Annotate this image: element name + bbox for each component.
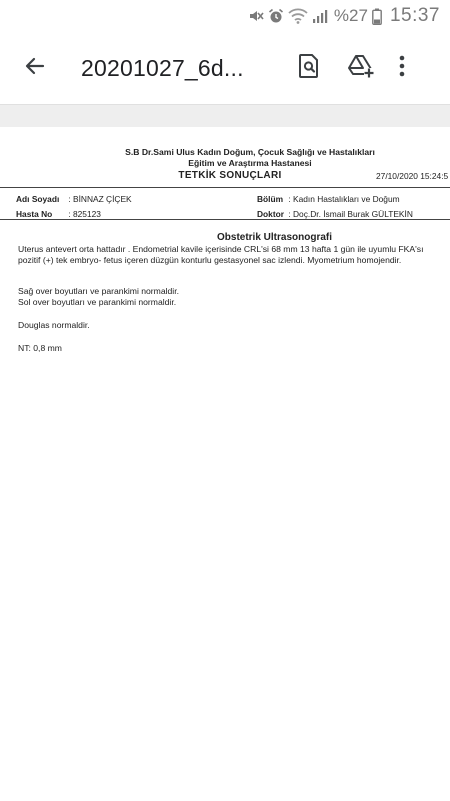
app-bar (0, 32, 450, 104)
mute-icon (248, 8, 264, 24)
arrow-back-icon (23, 54, 47, 83)
divider (0, 219, 450, 220)
back-button[interactable] (11, 44, 59, 92)
hospital-subtitle: Eğitim ve Araştırma Hastanesi (188, 158, 312, 168)
report-date: 27/10/2020 15:24:5 (376, 171, 449, 181)
battery-icon (372, 8, 382, 25)
patient-no-field (16, 209, 101, 219)
divider (0, 187, 450, 188)
status-bar (0, 0, 450, 32)
alarm-icon (268, 8, 284, 24)
patient-name-label: Adı Soyadı (16, 194, 60, 204)
document-title: 20201027_6d... (81, 54, 244, 81)
signal-icon (312, 8, 328, 24)
doctor-label: Doktor (257, 209, 284, 219)
more-options-button[interactable] (387, 44, 417, 92)
department-value: : Kadın Hastalıkları ve Doğum (288, 194, 400, 204)
section-title: Obstetrik Ultrasonografi (217, 232, 333, 243)
department-label: Bölüm (257, 194, 284, 204)
patient-name-value: : BİNNAZ ÇİÇEK (68, 194, 132, 204)
find-in-document-button[interactable] (285, 44, 333, 92)
right-ovary-finding: Sağ over boyutları ve parankimi normaldir. (18, 286, 179, 296)
patient-no-value: : 825123 (68, 209, 101, 219)
left-ovary-finding: Sol over boyutları ve parankimi normaldir. (18, 297, 177, 307)
clock: 15:37 (389, 5, 440, 26)
doctor-value: : Doç.Dr. İsmail Burak GÜLTEKİN (288, 209, 413, 219)
add-to-drive-button[interactable] (337, 44, 385, 92)
findings-paragraph: Uterus antevert orta hattadır . Endometrial kavile içerisinde CRL'si 68 mm 13 hafta 1 gün ile uyumlu FKA'sı pozitif (+) tek embryo- fetus içeren düzgün konturlu gestasyonel sac izlendi. Myometrium homojendir. (18, 244, 424, 265)
patient-no-label: Hasta No (16, 209, 53, 219)
hospital-name: S.B Dr.Sami Ulus Kadın Doğum, Çocuk Sağlığı ve Hastalıkları (125, 147, 375, 157)
wifi-icon (288, 8, 308, 24)
document-viewer[interactable] (0, 104, 450, 800)
more-vert-icon (399, 55, 405, 82)
doctor-field (257, 209, 413, 219)
report-title: TETKİK SONUÇLARI (178, 170, 282, 181)
add-to-drive-icon (347, 54, 375, 83)
douglas-finding: Douglas normaldir. (18, 320, 90, 330)
battery-percent: %27 (333, 6, 368, 25)
document-page (0, 127, 450, 801)
department-field (257, 194, 400, 204)
find-in-page-icon (297, 53, 321, 84)
nt-measurement: NT: 0,8 mm (18, 343, 62, 353)
patient-name-field (16, 194, 132, 204)
